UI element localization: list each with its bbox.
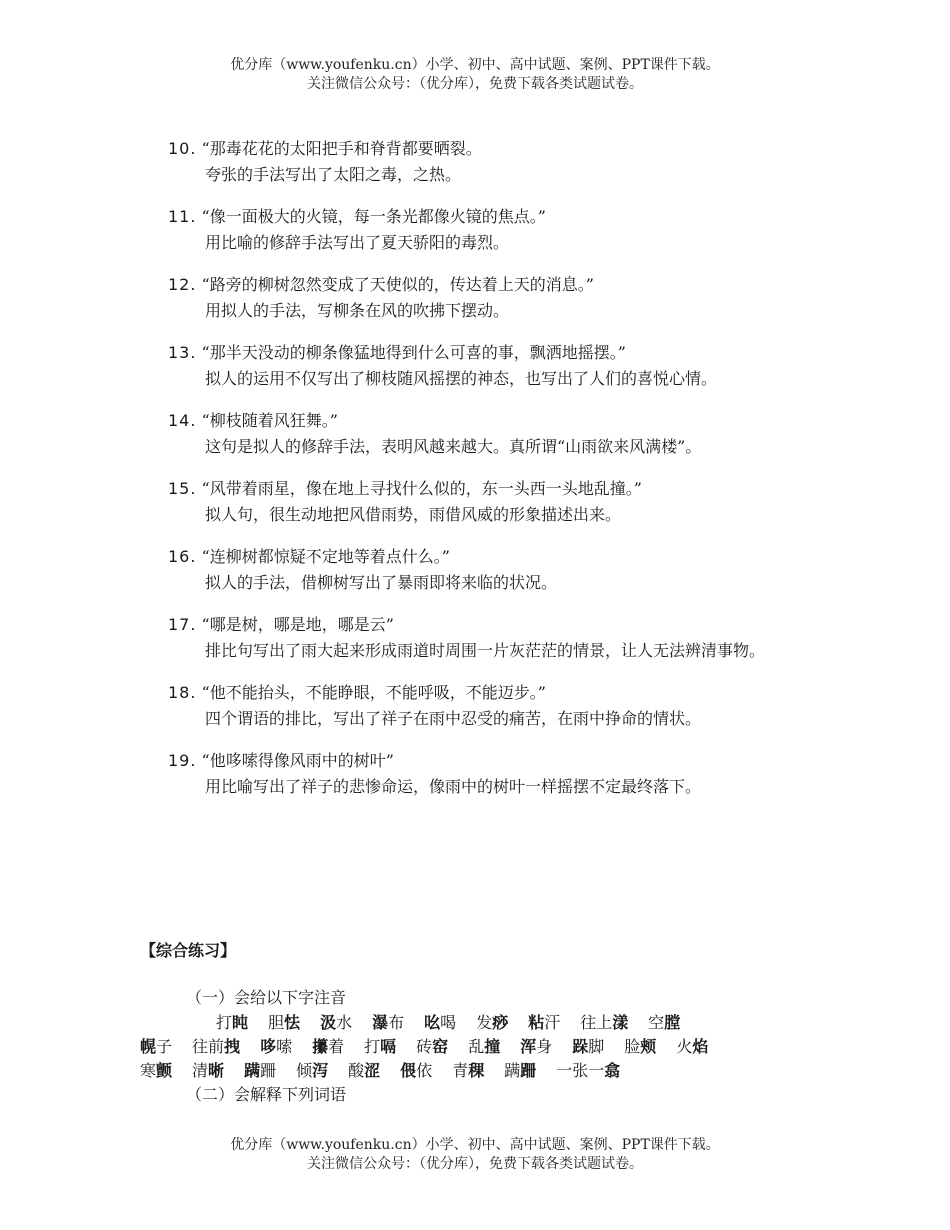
pinyin-word: 哆嗦	[260, 1037, 293, 1056]
item-answer: 拟人句，很生动地把风借雨势，雨借风威的形象描述出来。	[205, 505, 622, 524]
item-number: 15.	[168, 479, 197, 498]
item-quote: “路旁的柳树忽然变成了天使似的，传达着上天的消息。”	[201, 275, 594, 294]
target-character: 吆	[424, 1013, 441, 1032]
list-item	[168, 136, 782, 188]
footer-line-1: 优分库（www.youfenku.cn）小学、初中、高中试题、案例、PPT课件下载。	[230, 1137, 720, 1153]
page-footer	[0, 1136, 950, 1174]
item-number: 18.	[168, 683, 197, 702]
item-number: 16.	[168, 547, 197, 566]
subsection-pinyin-title: （一）会给以下字注音	[186, 988, 347, 1007]
pinyin-word: 打盹	[216, 1013, 249, 1032]
pinyin-row-2	[140, 1035, 728, 1059]
pinyin-word: 往前拽	[192, 1037, 241, 1056]
pinyin-word: 蹒跚	[244, 1061, 277, 1080]
section-title: 【综合练习】	[140, 941, 237, 960]
footer-line-2: 关注微信公众号：（优分库），免费下载各类试题试卷。	[307, 1156, 643, 1172]
item-quote: “连柳树都惊疑不定地等着点什么。”	[201, 547, 450, 566]
target-character: 颊	[640, 1037, 657, 1056]
target-character: 翕	[604, 1061, 621, 1080]
pinyin-word: 脸颊	[624, 1037, 657, 1056]
pinyin-word: 寒颤	[140, 1061, 173, 1080]
pinyin-word: 乱撞	[468, 1037, 501, 1056]
item-number: 12.	[168, 275, 197, 294]
target-character: 撞	[484, 1037, 501, 1056]
target-character: 瀑	[372, 1013, 389, 1032]
item-number: 14.	[168, 411, 197, 430]
pinyin-word: 酸涩	[348, 1061, 381, 1080]
list-item	[168, 544, 782, 596]
item-number: 17.	[168, 615, 197, 634]
item-answer: 用比喻的修辞手法写出了夏天骄阳的毒烈。	[205, 233, 510, 252]
item-answer: 夸张的手法写出了太阳之毒，之热。	[205, 165, 462, 184]
subsection-vocab-title: （二）会解释下列词语	[186, 1085, 347, 1104]
page-header	[0, 56, 950, 94]
item-answer: 拟人的手法，借柳树写出了暴雨即将来临的状况。	[205, 573, 558, 592]
item-quote: “他哆嗦得像风雨中的树叶”	[201, 751, 394, 770]
list-item	[168, 272, 782, 324]
pinyin-word: 汲水	[320, 1013, 353, 1032]
item-quote: “柳枝随着风狂舞。”	[201, 411, 338, 430]
target-character: 痧	[492, 1013, 509, 1032]
item-quote: “哪是树，哪是地，哪是云”	[201, 615, 394, 634]
list-item	[168, 204, 782, 256]
target-character: 浑	[520, 1037, 537, 1056]
pinyin-word: 跺脚	[572, 1037, 605, 1056]
list-item	[168, 680, 782, 732]
list-item	[168, 408, 782, 460]
target-character: 偎	[400, 1061, 417, 1080]
item-number: 13.	[168, 343, 197, 362]
list-item	[168, 748, 782, 800]
header-line-2: 关注微信公众号：（优分库），免费下载各类试题试卷。	[307, 76, 643, 92]
pinyin-word: 打嗝	[364, 1037, 397, 1056]
list-item	[168, 476, 782, 528]
pinyin-word: 火焰	[676, 1037, 709, 1056]
pinyin-row-3	[140, 1059, 640, 1083]
item-answer: 这句是拟人的修辞手法，表明风越来越大。真所谓“山雨欲来风满楼”。	[205, 437, 702, 456]
pinyin-word: 瀑布	[372, 1013, 405, 1032]
target-character: 粘	[528, 1013, 545, 1032]
item-answer: 用比喻写出了祥子的悲惨命运，像雨中的树叶一样摇摆不定最终落下。	[205, 777, 702, 796]
target-character: 拽	[224, 1037, 241, 1056]
pinyin-word: 粘汗	[528, 1013, 561, 1032]
analysis-list	[168, 136, 782, 816]
item-quote: “那毒花花的太阳把手和脊背都要晒裂。	[201, 139, 482, 158]
header-line-1: 优分库（www.youfenku.cn）小学、初中、高中试题、案例、PPT课件下载。	[230, 57, 720, 73]
item-answer: 用拟人的手法，写柳条在风的吹拂下摆动。	[205, 301, 510, 320]
pinyin-word: 空膛	[648, 1013, 681, 1032]
item-number: 11.	[168, 207, 197, 226]
target-character: 跺	[572, 1037, 589, 1056]
target-character: 涩	[364, 1061, 381, 1080]
target-character: 攥	[312, 1037, 329, 1056]
pinyin-word: 倾泻	[296, 1061, 329, 1080]
target-character: 窑	[432, 1037, 449, 1056]
target-character: 泻	[312, 1061, 329, 1080]
item-answer: 排比句写出了雨大起来形成雨道时周围一片灰茫茫的情景，让人无法辨清事物。	[205, 641, 766, 660]
target-character: 幌	[140, 1037, 157, 1056]
item-number: 10.	[168, 139, 197, 158]
target-character: 晰	[208, 1061, 225, 1080]
pinyin-word: 浑身	[520, 1037, 553, 1056]
item-quote: “风带着雨星，像在地上寻找什么似的，东一头西一头地乱撞。”	[201, 479, 642, 498]
target-character: 盹	[232, 1013, 249, 1032]
pinyin-word: 发痧	[476, 1013, 509, 1032]
item-answer: 拟人的运用不仅写出了柳枝随风摇摆的神态，也写出了人们的喜悦心情。	[205, 369, 718, 388]
target-character: 颤	[156, 1061, 173, 1080]
pinyin-word: 胆怯	[268, 1013, 301, 1032]
target-character: 哆	[260, 1037, 277, 1056]
target-character: 蹒	[244, 1061, 261, 1080]
item-quote: “那半天没动的柳条像猛地得到什么可喜的事，飘洒地摇摆。”	[201, 343, 626, 362]
list-item	[168, 340, 782, 392]
pinyin-word: 吆喝	[424, 1013, 457, 1032]
target-character: 焰	[692, 1037, 709, 1056]
item-quote: “像一面极大的火镜，每一条光都像火镜的焦点。”	[201, 207, 546, 226]
target-character: 嗝	[380, 1037, 397, 1056]
item-quote: “他不能抬头，不能睁眼，不能呼吸，不能迈步。”	[201, 683, 546, 702]
pinyin-word: 往上漾	[580, 1013, 629, 1032]
pinyin-word: 蹒跚	[504, 1061, 537, 1080]
pinyin-row-1	[216, 1011, 700, 1035]
item-answer: 四个谓语的排比，写出了祥子在雨中忍受的痛苦，在雨中挣命的情状。	[205, 709, 702, 728]
pinyin-word: 攥着	[312, 1037, 345, 1056]
pinyin-word: 砖窑	[416, 1037, 449, 1056]
target-character: 膛	[664, 1013, 681, 1032]
item-number: 19.	[168, 751, 197, 770]
target-character: 漾	[612, 1013, 629, 1032]
pinyin-word: 偎依	[400, 1061, 433, 1080]
list-item	[168, 612, 782, 664]
target-character: 怯	[284, 1013, 301, 1032]
pinyin-word: 青稞	[452, 1061, 485, 1080]
pinyin-word: 幌子	[140, 1037, 173, 1056]
target-character: 稞	[468, 1061, 485, 1080]
target-character: 汲	[320, 1013, 337, 1032]
target-character: 跚	[520, 1061, 537, 1080]
pinyin-word: 一张一翕	[556, 1061, 621, 1080]
pinyin-word: 清晰	[192, 1061, 225, 1080]
